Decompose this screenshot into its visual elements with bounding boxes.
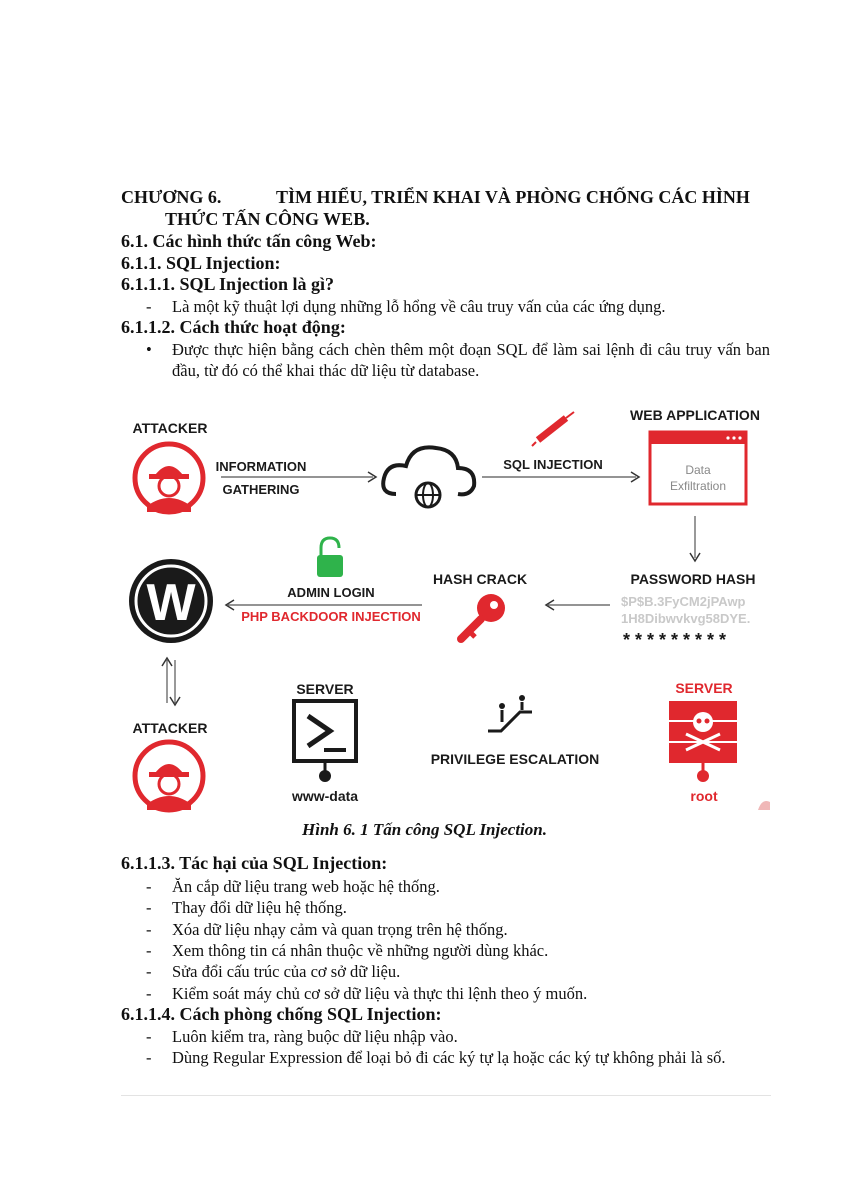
label-php-backdoor: PHP BACKDOOR INJECTION xyxy=(241,609,421,624)
dash-marker: - xyxy=(146,920,152,939)
label-www-data: www-data xyxy=(291,788,359,804)
chapter-title xyxy=(121,186,771,230)
label-attacker-bottom: ATTACKER xyxy=(132,720,208,736)
harm-item xyxy=(146,983,587,1004)
label-hash-crack: HASH CRACK xyxy=(432,571,528,587)
wordpress-icon xyxy=(129,559,213,643)
dash-marker: - xyxy=(146,962,152,981)
harm-item xyxy=(146,919,508,940)
heading-6-1-1: 6.1.1. SQL Injection: xyxy=(121,253,281,273)
harm-item xyxy=(146,897,347,918)
harm-text: Thay đổi dữ liệu hệ thống. xyxy=(172,898,347,917)
harm-item xyxy=(146,876,440,897)
harm-text: Ăn cắp dữ liệu trang web hoặc hệ thống. xyxy=(172,877,440,896)
label-admin-login: ADMIN LOGIN xyxy=(287,585,375,600)
label-hash-masked: * * * * * * * * * xyxy=(623,630,727,650)
chapter-title-line2: THỨC TẤN CÔNG WEB. xyxy=(165,209,370,229)
label-info-gathering-1: INFORMATION xyxy=(215,459,307,474)
label-info-gathering-2: GATHERING xyxy=(222,482,300,497)
heading-6-1-1-2: 6.1.1.2. Cách thức hoạt động: xyxy=(121,317,346,337)
label-password-hash: PASSWORD HASH xyxy=(630,571,756,587)
chapter-title-line1: TÌM HIỂU, TRIỂN KHAI VÀ PHÒNG CHỐNG CÁC HÌNH xyxy=(276,187,750,207)
attacker-icon-top xyxy=(135,444,203,512)
key-icon xyxy=(461,594,505,639)
dash-marker: - xyxy=(146,941,152,960)
heading-6-1-1-1: 6.1.1.1. SQL Injection là gì? xyxy=(121,274,335,294)
server-skull-icon xyxy=(669,701,737,782)
harm-item xyxy=(146,940,548,961)
label-server-left: SERVER xyxy=(296,681,354,697)
how-it-works-item xyxy=(146,339,770,381)
definition-text: Là một kỹ thuật lợi dụng những lỗ hổng về câu truy vấn của các ứng dụng. xyxy=(172,297,666,316)
syringe-icon xyxy=(532,412,574,446)
prevention-text: Dùng Regular Expression để loại bỏ đi các ký tự lạ hoặc các ký tự không phải là số. xyxy=(172,1048,726,1067)
how-it-works-text: Được thực hiện bằng cách chèn thêm một đoạn SQL để làm sai lệnh đi câu truy vấn ban đầu, từ đó có thể khai thác dữ liệu từ database. xyxy=(172,340,770,380)
harm-text: Xóa dữ liệu nhạy cảm và quan trọng trên hệ thống. xyxy=(172,920,508,939)
label-privilege-escalation: PRIVILEGE ESCALATION xyxy=(430,751,600,767)
label-data-exfil-1: Data xyxy=(685,463,711,477)
dash-marker: - xyxy=(146,297,152,316)
heading-6-1: 6.1. Các hình thức tấn công Web: xyxy=(121,231,377,251)
label-hash-line1: $P$B.3FyCM2jPAwp xyxy=(621,594,746,609)
label-root: root xyxy=(690,788,718,804)
heading-6-1-1-3: 6.1.1.3. Tác hại của SQL Injection: xyxy=(121,853,388,873)
dash-marker: - xyxy=(146,877,152,896)
dash-marker: - xyxy=(146,1048,152,1067)
heading-6-1-1-4: 6.1.1.4. Cách phòng chống SQL Injection: xyxy=(121,1004,442,1024)
decorative-corner-mark xyxy=(758,801,770,810)
escalator-icon xyxy=(488,695,532,731)
harm-text: Xem thông tin cá nhân thuộc về những người dùng khác. xyxy=(172,941,549,960)
label-data-exfil-2: Exfiltration xyxy=(669,479,727,493)
cloud-globe-icon xyxy=(383,447,474,507)
dash-marker: - xyxy=(146,1027,152,1046)
definition-item xyxy=(146,296,666,317)
terminal-icon xyxy=(294,701,356,782)
label-attacker-top: ATTACKER xyxy=(132,420,208,436)
svg-text:W: W xyxy=(146,574,196,632)
padlock-icon xyxy=(317,538,343,577)
label-web-application: WEB APPLICATION xyxy=(630,407,760,423)
attacker-icon-bottom xyxy=(135,742,203,810)
harm-text: Kiểm soát máy chủ cơ sở dữ liệu và thực thi lệnh theo ý muốn. xyxy=(172,984,588,1003)
bullet-marker: • xyxy=(146,340,152,359)
prevention-item xyxy=(146,1026,458,1047)
label-server-right: SERVER xyxy=(675,680,733,696)
prevention-item xyxy=(146,1047,770,1068)
figure-caption: Hình 6. 1 Tấn công SQL Injection. xyxy=(302,820,547,839)
harm-item xyxy=(146,961,400,982)
label-sql-injection: SQL INJECTION xyxy=(503,457,603,472)
chapter-number: CHƯƠNG 6. xyxy=(121,187,222,207)
dash-marker: - xyxy=(146,898,152,917)
harm-text: Sửa đổi cấu trúc của cơ sở dữ liệu. xyxy=(172,962,401,981)
dash-marker: - xyxy=(146,984,152,1003)
page-divider xyxy=(121,1095,771,1096)
prevention-text: Luôn kiểm tra, ràng buộc dữ liệu nhập vào. xyxy=(172,1027,458,1046)
label-hash-line2: 1H8Dibwvkvg58DYE. xyxy=(621,611,751,626)
sql-injection-diagram xyxy=(118,398,773,818)
